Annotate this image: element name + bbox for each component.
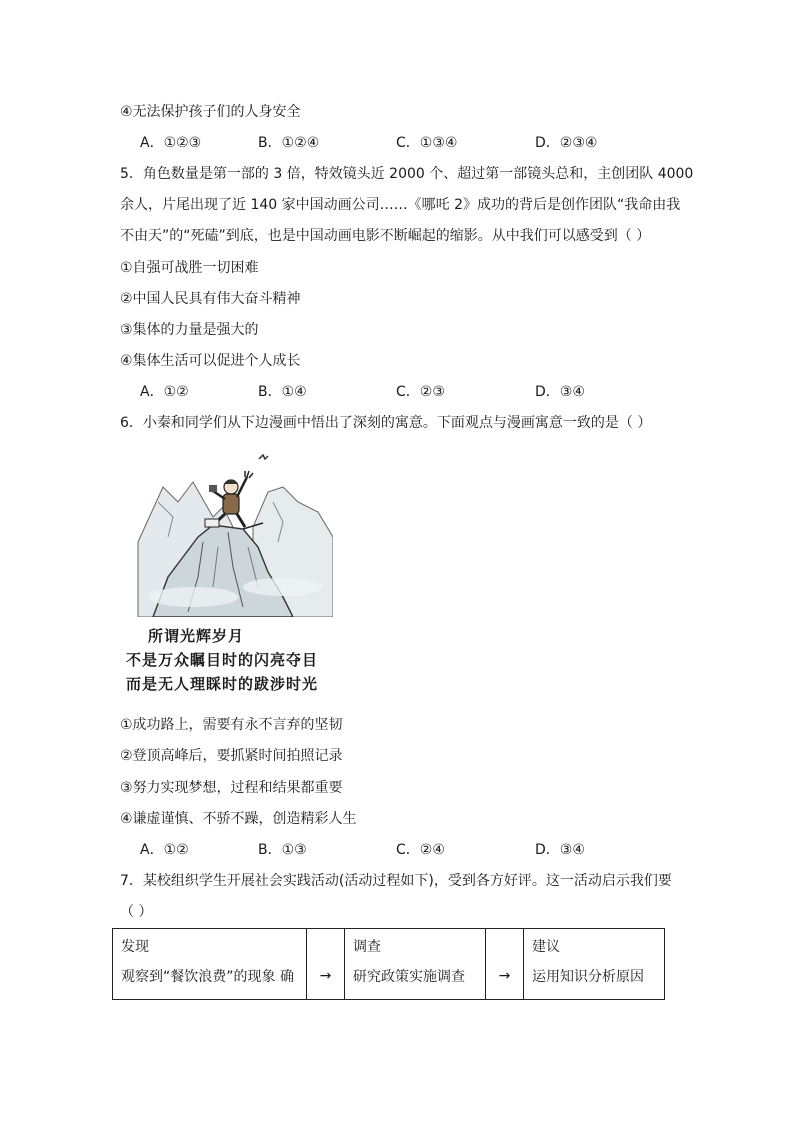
q5-option-c: C．②③	[396, 384, 445, 400]
q5-stem-line-2: 余人，片尾出现了近 140 家中国动画公司……《哪吒 2》成功的背后是创作团队“我命由我	[120, 197, 681, 213]
cartoon-caption-line-1: 所谓光辉岁月	[148, 627, 245, 645]
q4-option-a: A．①②③	[140, 135, 202, 151]
q6-option-a: A．①②	[140, 842, 189, 858]
cell-investigate-text: 研究政策实施调查	[353, 969, 465, 985]
q6-option-d: D．③④	[535, 842, 585, 858]
cell-investigate-title: 调查	[353, 939, 381, 955]
q5-option-b: B．①④	[258, 384, 307, 400]
cartoon-caption-line-2: 不是万众瞩目时的闪亮夺目	[126, 651, 319, 669]
arrow-1: →	[307, 929, 345, 1000]
q5-item-4: ④集体生活可以促进个人成长	[120, 353, 301, 369]
q4-option-b: B．①②④	[258, 135, 320, 151]
q6-option-b: B．①③	[258, 842, 307, 858]
q4-item-4: ④无法保护孩子们的人身安全	[120, 104, 301, 120]
cell-suggest	[524, 929, 665, 1000]
q5-item-1: ①自强可战胜一切困难	[120, 260, 259, 276]
arrow-2: →	[486, 929, 524, 1000]
q4-option-c: C．①③④	[396, 135, 458, 151]
q4-option-d: D．②③④	[535, 135, 598, 151]
q6-item-3: ③努力实现梦想，过程和结果都重要	[120, 780, 343, 796]
q5-stem-line-3: 不由天”的“死磕”到底，也是中国动画电影不断崛起的缩影。从中我们可以感受到（ ）	[120, 228, 651, 244]
cell-suggest-text: 运用知识分析原因	[532, 969, 644, 985]
q6-item-4: ④谦虚谨慎、不骄不躁，创造精彩人生	[120, 811, 357, 827]
q6-option-c: C．②④	[396, 842, 445, 858]
cell-suggest-title: 建议	[532, 939, 560, 955]
q5-item-2: ②中国人民具有伟大奋斗精神	[120, 291, 301, 307]
q5-option-d: D．③④	[535, 384, 585, 400]
cell-discover	[113, 929, 307, 1000]
q5-item-3: ③集体的力量是强大的	[120, 322, 259, 338]
q6-stem: 6．小秦和同学们从下边漫画中悟出了深刻的寓意。下面观点与漫画寓意一致的是（ ）	[120, 415, 652, 431]
cell-discover-text: 观察到“餐饮浪费”的现象 确	[121, 969, 294, 985]
q5-option-a: A．①②	[140, 384, 189, 400]
cell-discover-title: 发现	[121, 939, 149, 955]
q6-item-2: ②登顶高峰后，要抓紧时间拍照记录	[120, 748, 343, 764]
q7-stem-line-2: （ ）	[120, 904, 153, 920]
q7-stem-line-1: 7．某校组织学生开展社会实践活动(活动过程如下)，受到各方好评。这一活动启示我们要	[120, 873, 672, 889]
cartoon-caption-line-3: 而是无人理睬时的跋涉时光	[126, 675, 319, 693]
q6-item-1: ①成功路上，需要有永不言弃的坚韧	[120, 717, 343, 733]
activity-process-table	[112, 928, 665, 1000]
mountain-climber-cartoon	[133, 447, 333, 617]
cell-investigate	[345, 929, 486, 1000]
q5-stem-line-1: 5．角色数量是第一部的 3 倍，特效镜头近 2000 个、超过第一部镜头总和，主创团队 4000	[120, 166, 694, 182]
